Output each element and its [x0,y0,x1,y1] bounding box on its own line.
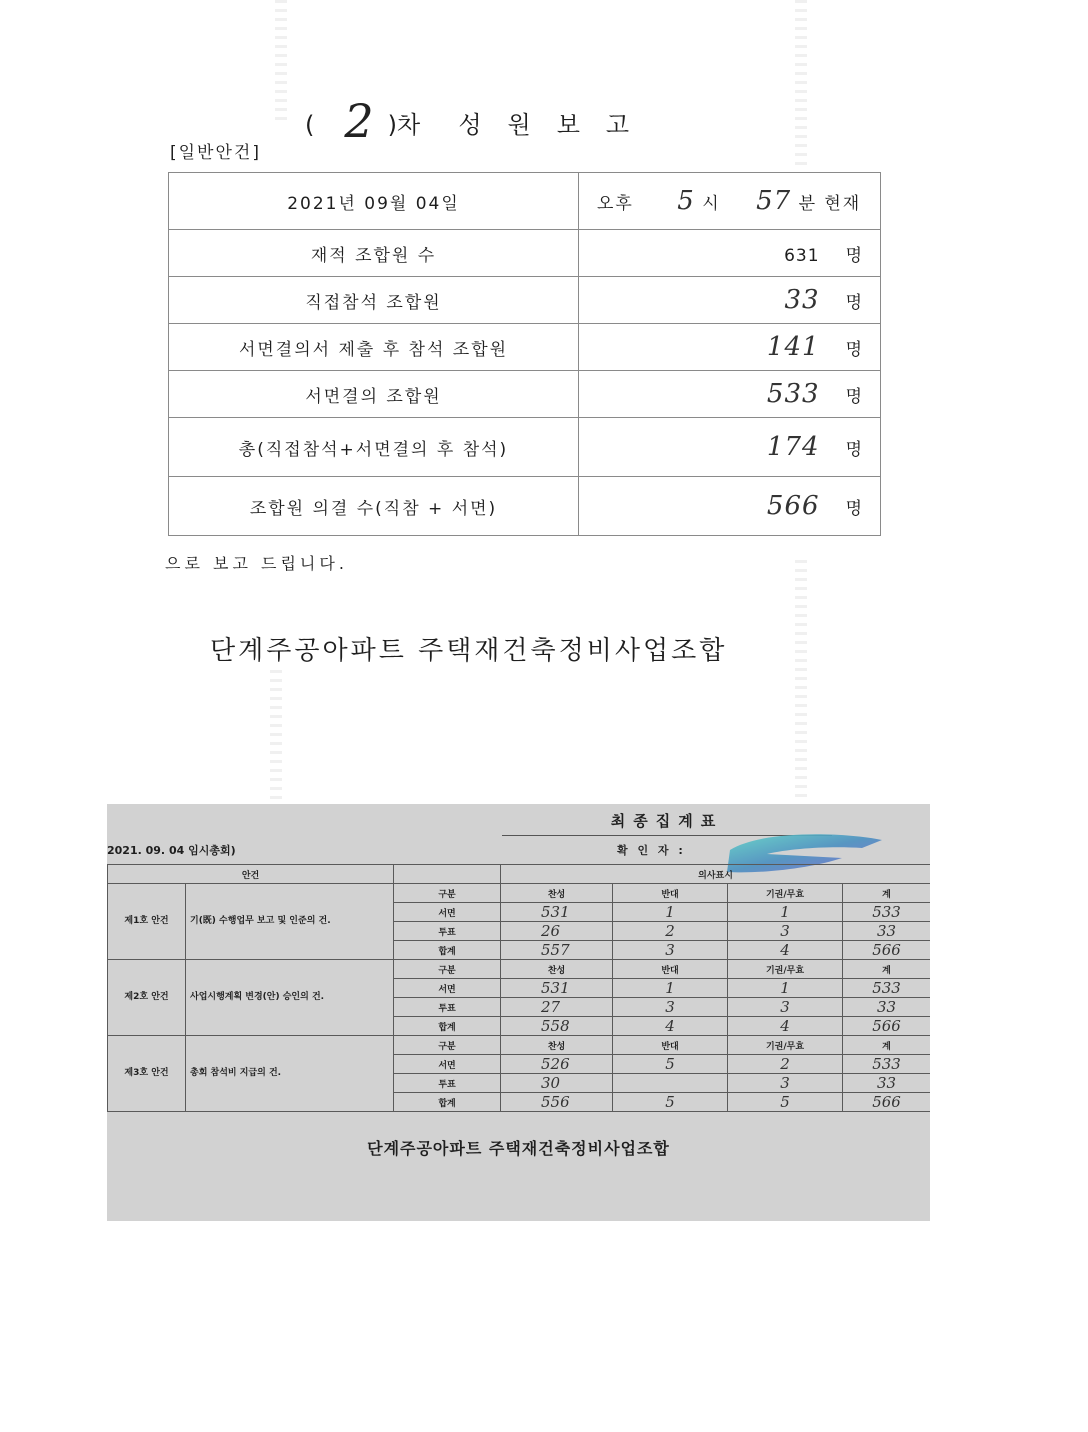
row-kind: 투표 [394,922,501,941]
col-label-yes: 찬성 [501,884,613,903]
no-count [613,1074,728,1093]
title-open-paren: ( [305,111,315,139]
row-kind: 서면 [394,903,501,922]
meeting-label: 2021. 09. 04 임시총회) [107,844,236,857]
row-value-written-then-attended: 141 [766,332,820,362]
abstain-count: 4 [728,1017,843,1036]
row-label-written: 서면결의 조합원 [169,371,579,418]
hour-value: 5 [677,186,695,216]
scan-streak [795,560,807,800]
col-label-total: 계 [843,1036,930,1055]
report-row [169,324,881,371]
no-count: 3 [613,998,728,1017]
row-label-direct: 직접참석 조합원 [169,277,579,324]
yes-count: 526 [501,1055,613,1074]
row-kind: 합계 [394,1017,501,1036]
abstain-count: 5 [728,1093,843,1112]
report-row [169,371,881,418]
col-label-yes: 찬성 [501,960,613,979]
row-value-direct: 33 [784,285,820,315]
agenda-title: 사업시행계획 변경(안) 승인의 건. [186,960,394,1036]
abstain-count: 1 [728,903,843,922]
agenda-number: 제1호 안건 [108,884,186,960]
row-unit: 명 [845,245,864,266]
tally-table [107,864,930,1112]
col-label-total: 계 [843,960,930,979]
no-count: 1 [613,903,728,922]
total-count: 33 [843,998,930,1017]
row-kind: 투표 [394,998,501,1017]
col-label-kind: 구분 [394,960,501,979]
yes-count: 30 [501,1074,613,1093]
row-value-written: 533 [766,379,820,409]
yes-count: 557 [501,941,613,960]
agenda-number: 제2호 안건 [108,960,186,1036]
final-tally-sheet [107,804,930,1221]
report-row [169,230,881,277]
yes-count: 531 [501,903,613,922]
agenda-number: 제3호 안건 [108,1036,186,1112]
col-label-total: 계 [843,884,930,903]
row-kind: 투표 [394,1074,501,1093]
tally-title: 최종집계표 [502,810,832,836]
title-word: 성원보고 [458,111,656,139]
row-unit: 명 [845,387,864,407]
total-count: 566 [843,1017,930,1036]
row-value-resolution-count: 566 [766,491,820,521]
row-label-registered: 재적 조합원 수 [169,230,579,277]
scan-streak [275,0,287,120]
ampm: 오후 [597,194,634,214]
col-label-kind: 구분 [394,884,501,903]
total-count: 533 [843,903,930,922]
row-kind: 서면 [394,1055,501,1074]
row-value-registered: 631 [784,245,820,266]
yes-count: 26 [501,922,613,941]
round-number: 2 [344,94,374,148]
row-label-total-attendance: 총(직접참석+서면결의 후 참석) [169,418,579,477]
col-label-no: 반대 [613,884,728,903]
total-count: 533 [843,979,930,998]
col-label-abstain: 기권/무효 [728,1036,843,1055]
row-kind: 합계 [394,1093,501,1112]
no-count: 3 [613,941,728,960]
no-count: 1 [613,979,728,998]
col-label-yes: 찬성 [501,1036,613,1055]
checker-label: 확 인 자 : [617,844,686,857]
header-agenda: 안건 [108,865,394,884]
report-row [169,277,881,324]
row-label-resolution-count: 조합원 의결 수(직참 + 서면) [169,477,579,536]
report-row [169,418,881,477]
total-count: 33 [843,922,930,941]
abstain-count: 1 [728,979,843,998]
abstain-count: 3 [728,922,843,941]
report-time [579,173,881,230]
attendance-report-table [168,172,881,536]
col-label-kind: 구분 [394,1036,501,1055]
total-count: 33 [843,1074,930,1093]
agenda-title: 기(既) 수행업무 보고 및 인준의 건. [186,884,394,960]
tally-organization-name: 단계주공아파트 주택재건축정비사업조합 [367,1139,670,1158]
no-count: 5 [613,1093,728,1112]
scan-streak [270,670,282,800]
row-unit: 명 [845,293,864,313]
yes-count: 27 [501,998,613,1017]
col-label-row [108,1036,931,1055]
total-count: 566 [843,941,930,960]
no-count: 2 [613,922,728,941]
row-unit: 명 [845,499,864,519]
no-count: 4 [613,1017,728,1036]
report-row-date [169,173,881,230]
minute-value: 57 [756,186,792,216]
col-label-no: 반대 [613,960,728,979]
tally-header-row [108,865,931,884]
yes-count: 531 [501,979,613,998]
row-unit: 명 [845,440,864,460]
report-title [305,90,656,148]
abstain-count: 3 [728,998,843,1017]
col-label-abstain: 기권/무효 [728,884,843,903]
col-label-abstain: 기권/무효 [728,960,843,979]
row-value-total-attendance: 174 [766,432,820,462]
organization-name: 단계주공아파트 주택재건축정비사업조합 [210,636,728,666]
yes-count: 558 [501,1017,613,1036]
report-date: 2021년 09월 04일 [169,173,579,230]
report-row [169,477,881,536]
col-label-row [108,960,931,979]
yes-count: 556 [501,1093,613,1112]
hour-unit: 시 [702,194,721,214]
category-label: [일반안건] [170,143,261,163]
closing-sentence: 으로 보고 드립니다. [165,554,348,573]
col-label-row [108,884,931,903]
abstain-count: 4 [728,941,843,960]
row-unit: 명 [845,340,864,360]
row-label-written-then-attended: 서면결의서 제출 후 참석 조합원 [169,324,579,371]
scan-streak [795,0,807,170]
no-count: 5 [613,1055,728,1074]
agenda-title: 총회 참석비 지급의 건. [186,1036,394,1112]
abstain-count: 3 [728,1074,843,1093]
minute-unit: 분 현재 [798,194,862,214]
header-vote: 의사표시 [501,865,930,884]
row-kind: 서면 [394,979,501,998]
abstain-count: 2 [728,1055,843,1074]
total-count: 566 [843,1093,930,1112]
total-count: 533 [843,1055,930,1074]
title-suffix: )차 [387,111,421,139]
col-label-no: 반대 [613,1036,728,1055]
row-kind: 합계 [394,941,501,960]
